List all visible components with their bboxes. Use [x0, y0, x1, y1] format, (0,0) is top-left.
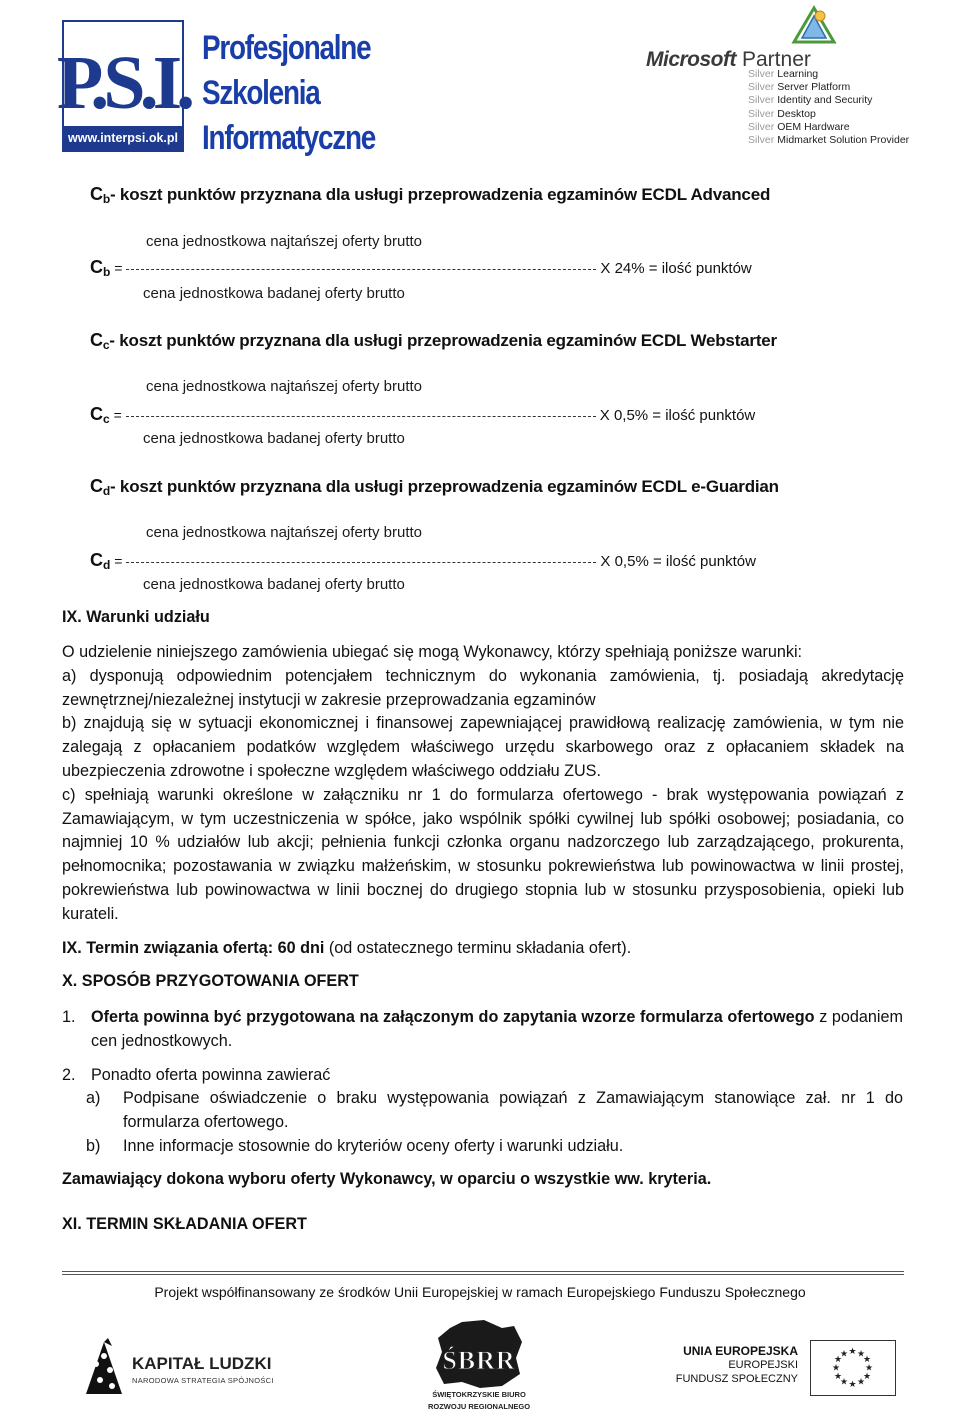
formula-denominator: cena jednostkowa badanej oferty brutto — [143, 430, 405, 447]
competency-item: Silver OEM Hardware — [748, 120, 850, 133]
kapital-ludzki-emblem-icon — [82, 1334, 126, 1398]
formula-heading: $C_c-$ koszt punktów przyznana dla usługi przeprowadzenia egzaminów ECDL Webstarter — [90, 330, 777, 352]
svg-text:★: ★ — [833, 1354, 843, 1364]
svg-text:★: ★ — [862, 1354, 872, 1364]
formula-denominator: cena jednostkowa badanej oferty brutto — [143, 285, 405, 302]
svg-text:★: ★ — [848, 1346, 857, 1356]
partner-badge-icon — [790, 6, 838, 46]
psi-logo-mark — [56, 22, 190, 126]
preparation-sub-b: Inne informacje stosownie do kryteriów oceny oferty i warunki udziału. — [123, 1137, 624, 1155]
condition-c: c) spełniają warunki określone w załączniku nr 1 do formularza ofertowego - brak występowania powiązań z Zamawiającym, w tym uczestniczenia w spółce, jako wspólnik spółki cywilnej lub spółki osobowej; posiadania, co najmniej 10 % udziałów lub akcji; pełnienia funkcji członka organu nadzorczego lub zarządzającego, prokurenta, pełnomocnika; pozostawania w związku małżeńskim, w stosunku pokrewieństwa lub powinowactwa w linii prostej, pokrewieństwa lub powinowactwa w linii bocznej do drugiego stopnia lub w stosunku przysposobienia, opieki lub kurateli. — [62, 785, 904, 923]
svg-text:★: ★ — [848, 1379, 857, 1389]
svg-text:★: ★ — [839, 1376, 849, 1387]
formula-cc — [90, 330, 890, 447]
conditions-intro: O udzielenie niniejszego zamówienia ubiegać się mogą Wykonawcy, którzy spełniają poniższe warunki: — [62, 643, 803, 661]
cofinance-note: Projekt współfinansowany ze środków Unii Europejskiej w ramach Europejskiego Funduszu Społecznego — [154, 1284, 806, 1300]
footer-divider — [62, 1271, 904, 1275]
section-title-deadline: XI. TERMIN SKŁADANIA OFERT — [62, 1215, 307, 1233]
formula-numerator: cena jednostkowa najtańszej oferty brutto — [146, 378, 422, 395]
competency-item: Silver Identity and Security — [748, 94, 873, 107]
preparation-item-2-number: 2. — [62, 1066, 76, 1084]
competency-item: Silver Learning — [748, 68, 819, 80]
svg-text:★: ★ — [864, 1362, 874, 1373]
competency-item: Silver Midmarket Solution Provider — [748, 134, 910, 147]
microsoft-partner-wordmark: Microsoft Partner — [646, 48, 811, 71]
section-title-conditions: IX. Warunki udziału — [62, 608, 210, 626]
psi-logo — [56, 20, 190, 152]
svg-text:★: ★ — [862, 1371, 872, 1381]
svg-text:★: ★ — [839, 1348, 849, 1359]
formula-heading: $C_b-$ koszt punktów przyznana dla usługi przeprowadzenia egzaminów ECDL Advanced — [90, 184, 771, 206]
selection-statement: Zamawiający dokona wyboru oferty Wykonawcy, w oparciu o wszystkie ww. kryteria. — [62, 1170, 712, 1188]
svg-text:★: ★ — [856, 1376, 866, 1387]
page-header — [0, 0, 960, 160]
formula-cd — [90, 476, 890, 593]
svg-text:★: ★ — [831, 1362, 841, 1373]
svg-text:★: ★ — [833, 1371, 843, 1381]
formula-numerator: cena jednostkowa najtańszej oferty brutto — [146, 233, 422, 250]
binding-period: IX. Termin związania ofertą: 60 dni (od ostatecznego terminu składania ofert). — [62, 939, 632, 957]
microsoft-partner-logo — [646, 6, 926, 156]
condition-b: b) znajdują się w sytuacji ekonomicznej i finansowej zapewniającej prawidłową realizację zamówienia, w tym nie zalegają z opłacaniem podatków względem właściwego urzędu skarbowego oraz z opłacaniem składek na ubezpieczenia zdrowotne i społeczne względem właściwego oddziału ZUS. — [62, 714, 904, 780]
competency-list — [748, 68, 909, 147]
section-title-preparation: X. SPOSÓB PRZYGOTOWANIA OFERT — [62, 972, 359, 990]
svg-text:★: ★ — [856, 1348, 866, 1359]
company-title: Profesjonalne Szkolenia Informatyczne — [202, 29, 376, 157]
preparation-sub-a: Podpisane oświadczenie o braku występowania powiązań z Zamawiającym stanowiące zał. nr 1 do formularza ofertowego. — [123, 1089, 903, 1131]
sbrr-logo: ŚBRR ŚWIĘTOKRZYSKIE BIURO ROZWOJU REGIONALNEGO — [424, 1318, 534, 1416]
eu-esf-logo: UNIA EUROPEJSKA EUROPEJSKI FUNDUSZ SPOŁECZNY ★ ★ ★ ★ ★ ★ ★ ★ ★ ★ ★ ★ — [686, 1340, 896, 1400]
formula-equation: $C_d = X$ 0,5% = ilość punktów — [90, 550, 756, 572]
preparation-sub-b-label: b) — [86, 1137, 101, 1155]
formula-denominator: cena jednostkowa badanej oferty brutto — [143, 576, 405, 593]
formula-equation: $C_b = X$ 24% = ilość punktów — [90, 257, 752, 279]
preparation-sub-a-label: a) — [86, 1089, 101, 1107]
conditions-text — [62, 641, 904, 927]
formula-heading: $C_d-$ koszt punktów przyznana dla usługi przeprowadzenia egzaminów ECDL e-Guardian — [90, 476, 779, 498]
formula-cb — [90, 184, 890, 302]
preparation-item-2: Ponadto oferta powinna zawierać — [91, 1066, 331, 1084]
kapital-ludzki-logo: KAPITAŁ LUDZKI NARODOWA STRATEGIA SPÓJNOŚCI — [82, 1330, 282, 1400]
formula-equation: $C_c = X$ 0,5% = ilość punktów — [90, 404, 756, 426]
formula-numerator: cena jednostkowa najtańszej oferty brutto — [146, 524, 422, 541]
condition-a: a) dysponują odpowiednim potencjałem technicznym do wykonania zamówienia, tj. posiadają akredytację zewnętrznej/niezależnej instytucji w zakresie przeprowadzania egzaminów — [62, 666, 904, 709]
preparation-item-1-number: 1. — [62, 1008, 76, 1026]
competency-item: Silver Server Platform — [748, 81, 851, 94]
eu-flag-icon — [810, 1340, 896, 1396]
competency-item: Silver Desktop — [748, 107, 816, 120]
psi-url: www.interpsi.ok.pl — [64, 126, 182, 150]
preparation-item-1: Oferta powinna być przygotowana na załączonym do zapytania wzorze formularza ofertowego z podaniem cen jednostkowych. — [91, 1008, 904, 1050]
svg-text:P.S.I.: P.S.I. — [56, 41, 190, 125]
